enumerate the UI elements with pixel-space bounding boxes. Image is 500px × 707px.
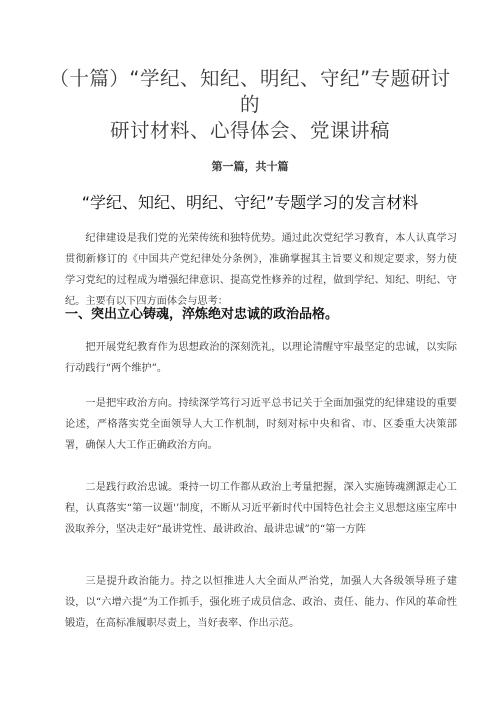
document-title-line-1: （十篇）“学纪、知纪、明纪、守纪”专题研讨的 bbox=[49, 67, 451, 116]
speech-title: “学纪、知纪、明纪、守纪”专题学习的发言材料 bbox=[81, 193, 419, 212]
paragraph-2: 一是把牢政治方向。持续深学笃行习近平总书记关于全面加强党的纪律建设的重要论述，严格落实党全面领导人大工作机制，时刻对标中央和省、市、区委重大决策部署，确保人大工作正确政治方向。 bbox=[65, 398, 457, 451]
part-label: 第一篇，共十篇 bbox=[211, 160, 289, 173]
document-title-line-2: 研讨材料、心得体会、党课讲稿 bbox=[109, 119, 390, 142]
paragraph-1: 把开展党纪教育作为思想政治的深刻洗礼，以理论清醒守牢最坚定的忠诚，以实际行动践行“两个维护”。 bbox=[65, 342, 457, 374]
paragraph-4: 三是提升政治能力。持之以恒推进人大全面从严治党，加强人大各级领导班子建设，以“六增六提”为工作抓手，强化班子成员信念、政治、责任、能力、作风的革命性锻造，在高标准履职尽责上，当好表率、作出示范。 bbox=[65, 576, 457, 629]
document-title bbox=[40, 66, 460, 144]
section-heading-1: 一、突出立心铸魂，淬炼绝对忠诚的政治品格。 bbox=[65, 307, 339, 322]
intro-paragraph: 纪律建设是我们党的光荣传统和独特优势。通过此次党纪学习教育，本人认真学习贯彻新修订的《中国共产党纪律处分条例》，准确掌握其主旨要义和规定要求，努力使学习党纪的过程成为增强纪律意识、提高党性修养的过程，做到学纪、知纪、明纪、守纪。主要有以下四方面体会与思考： bbox=[65, 233, 457, 307]
paragraph-3: 二是践行政治忠诚。秉持一切工作都从政治上考量把握，深入实施铸魂溯源走心工程，认真落实“第一议题'’制度，不断从习近平新时代中国特色社会主义思想这座宝库中汲取养分，坚决走好“最讲党性、最讲政治、最讲忠诚”的“第一方阵 bbox=[65, 482, 457, 535]
